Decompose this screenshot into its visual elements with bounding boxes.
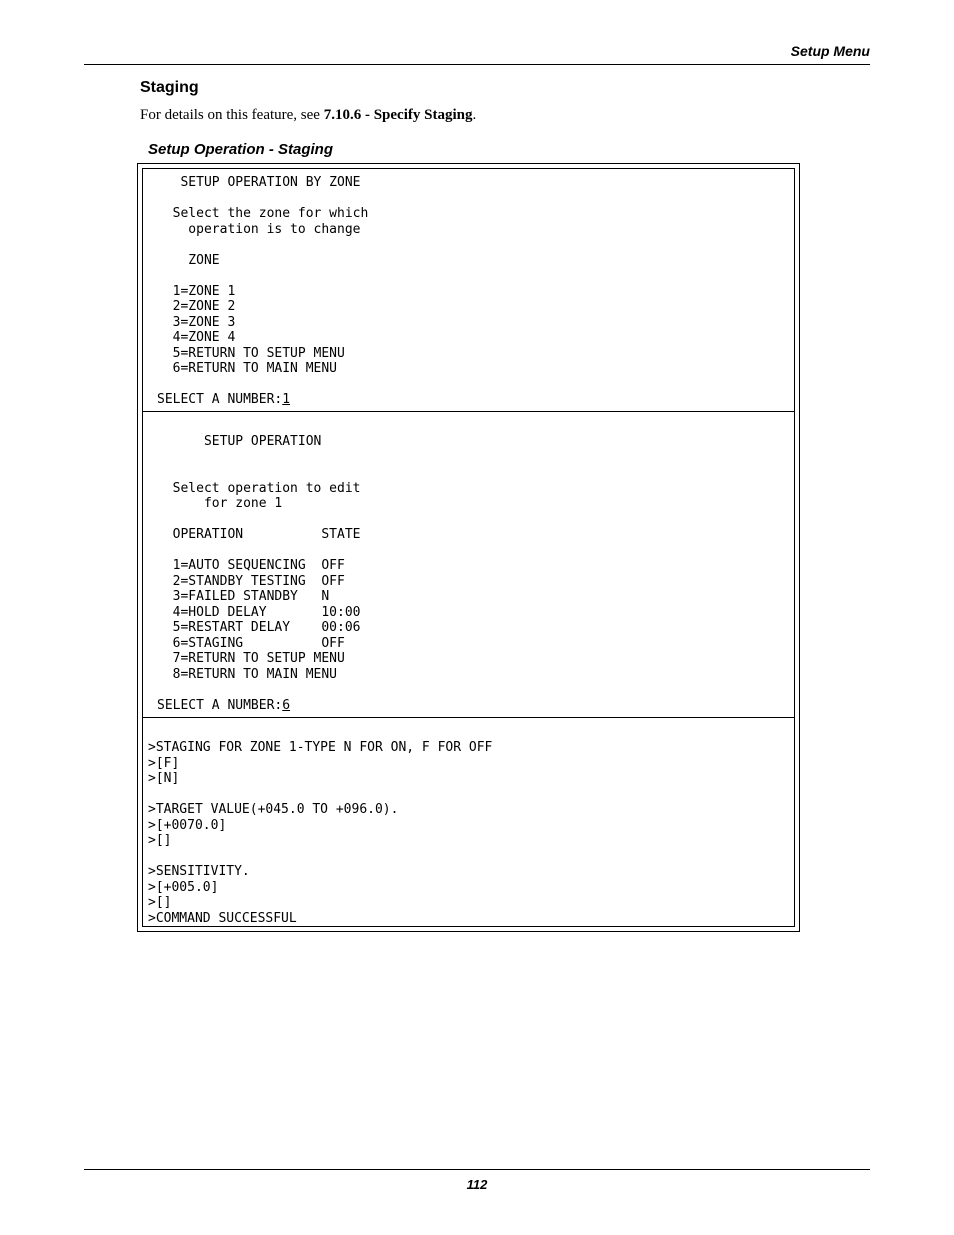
zone-select-input: 1 <box>282 392 291 407</box>
staging-dialog-text: >STAGING FOR ZONE 1-TYPE N FOR ON, F FOR OFF >[F] >[N] >TARGET VALUE(+045.0 TO +096.0). >[+0070.0] >[] >SENSITIVITY. >[+005.0] >[] >COMMAND SUCCESSFUL <box>148 740 493 926</box>
intro-paragraph <box>140 107 476 124</box>
zone-select-text <box>157 175 368 408</box>
running-header-section: Setup Menu <box>790 43 870 59</box>
header-rule <box>84 64 870 65</box>
footer-rule <box>84 1169 870 1170</box>
screen-operation-select <box>143 412 794 718</box>
operation-select-input: 6 <box>282 697 291 713</box>
operation-select-text <box>157 434 361 713</box>
operation-select-menu: SETUP OPERATION Select operation to edit for zone 1 OPERATION STATE 1=AUTO SEQUENCING OFF 2=STANDBY TESTING OFF 3=FAILED STANDBY N 4=HOLD DELAY 10:00 5=RESTART DELAY 00:06 6=STAGING OFF 7=RETURN TO SETUP MENU 8=RETURN TO MAIN MENU SELECT A NUMBER: <box>157 434 361 713</box>
cross-reference: 7.10.6 - Specify Staging <box>323 107 473 123</box>
intro-suffix: . <box>472 107 477 123</box>
screen-zone-select <box>143 169 794 412</box>
figure-caption: Setup Operation - Staging <box>148 141 334 158</box>
zone-select-menu: SETUP OPERATION BY ZONE Select the zone for which operation is to change ZONE 1=ZONE 1 2=ZONE 2 3=ZONE 3 4=ZONE 4 5=RETURN TO SETUP MENU 6=RETURN TO MAIN MENU SELECT A NUMBER: <box>157 175 369 407</box>
intro-prefix: For details on this feature, see <box>140 107 324 123</box>
terminal-figure-frame <box>137 163 800 932</box>
page-number: 112 <box>466 1177 488 1192</box>
terminal-figure-inner-frame <box>142 168 795 927</box>
section-title: Staging <box>140 79 199 96</box>
screen-staging-dialog <box>143 718 794 926</box>
